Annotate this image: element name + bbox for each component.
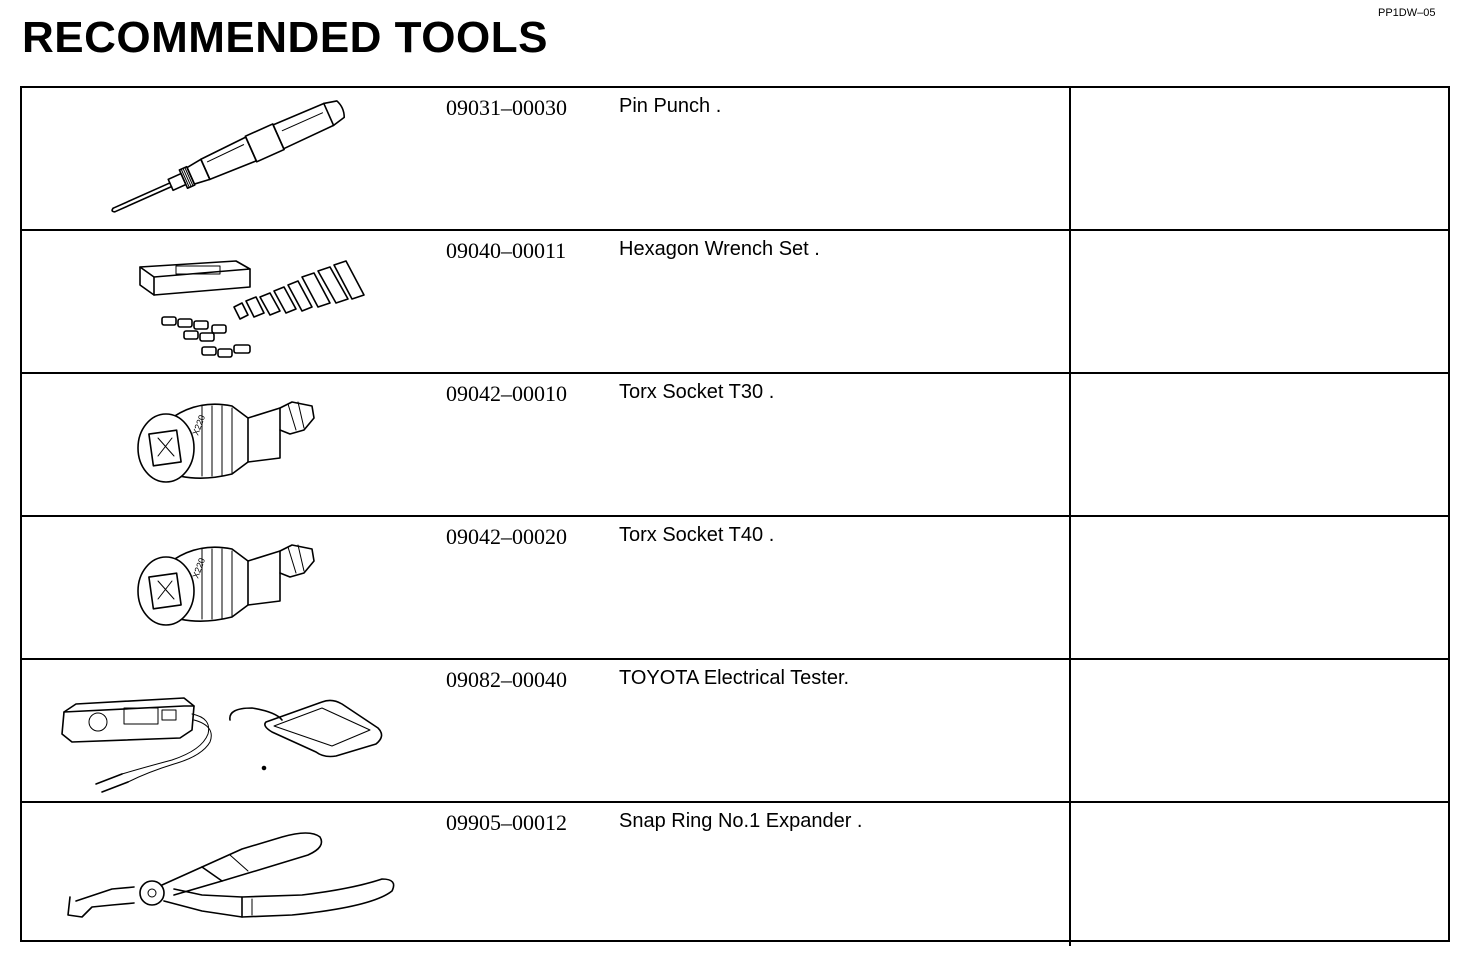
snap-ring-expander-icon: [52, 807, 412, 941]
tool-row: [22, 88, 1448, 231]
document-code: PP1DW–05: [1378, 7, 1436, 19]
tool-name: Hexagon Wrench Set .: [619, 238, 820, 260]
column-divider: [1069, 88, 1071, 229]
column-divider: [1069, 660, 1071, 801]
part-number: 09042–00020: [446, 524, 567, 549]
hexagon-wrench-set-icon: [52, 235, 412, 369]
tool-row: [22, 803, 1448, 946]
column-divider: [1069, 517, 1071, 658]
tool-row: [22, 374, 1448, 517]
svg-text:X220: X220: [190, 556, 208, 580]
part-number: 09040–00011: [446, 238, 567, 263]
electrical-tester-icon: [52, 664, 412, 798]
part-number: 09082–00040: [446, 667, 567, 692]
torx-socket-icon: [52, 521, 412, 655]
pin-punch-icon: [52, 92, 412, 226]
tool-row: [22, 517, 1448, 660]
torx-socket-icon: [52, 378, 412, 512]
column-divider: [1069, 231, 1071, 372]
svg-text:X220: X220: [190, 413, 208, 437]
tool-name: Snap Ring No.1 Expander .: [619, 810, 863, 832]
tool-name: TOYOTA Electrical Tester.: [619, 667, 850, 689]
tool-name: Torx Socket T40 .: [619, 524, 775, 546]
tools-table: [20, 86, 1450, 942]
column-divider: [1069, 374, 1071, 515]
tool-name: Pin Punch .: [619, 95, 722, 117]
page-title: RECOMMENDED TOOLS: [22, 13, 548, 62]
part-number: 09042–00010: [446, 381, 567, 406]
tool-row: [22, 660, 1448, 803]
tool-name: Torx Socket T30 .: [619, 381, 775, 403]
column-divider: [1069, 803, 1071, 946]
part-number: 09031–00030: [446, 95, 567, 120]
part-number: 09905–00012: [446, 810, 567, 835]
tool-row: [22, 231, 1448, 374]
